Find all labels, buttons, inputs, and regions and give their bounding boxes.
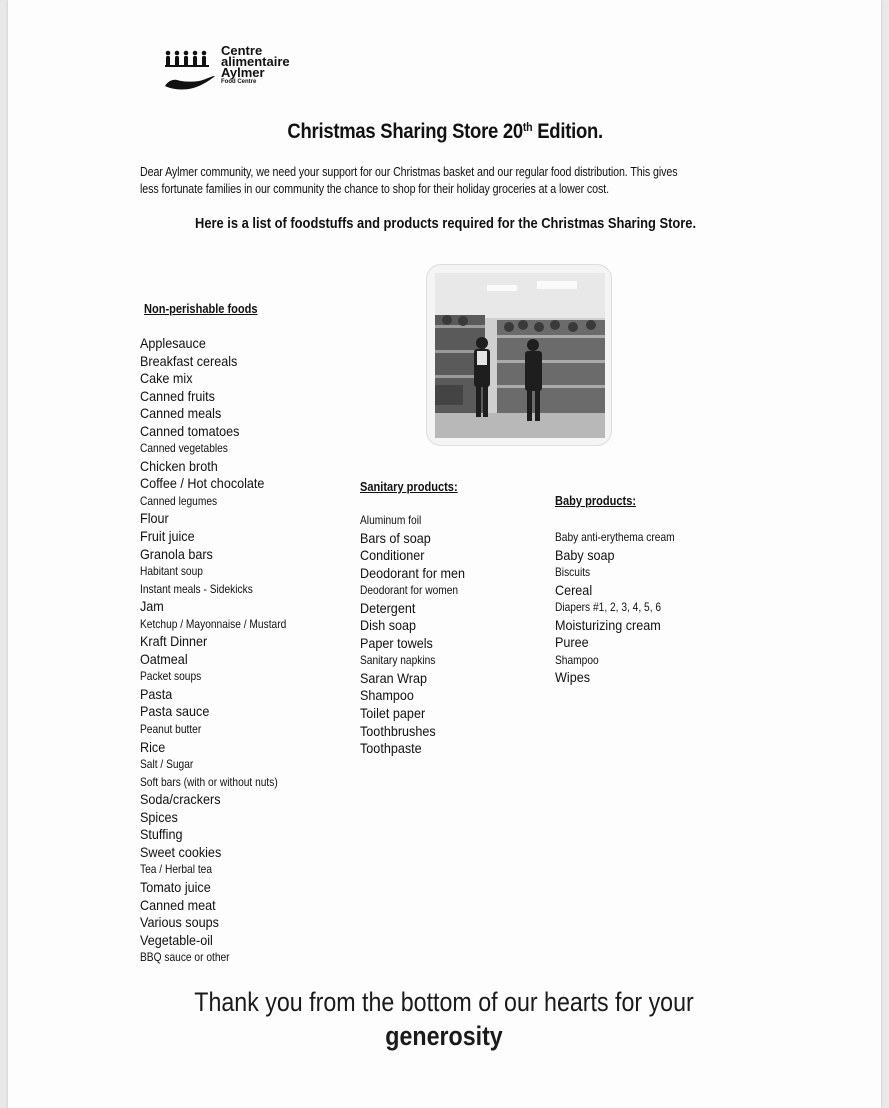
- title-end: Edition.: [532, 120, 603, 143]
- sanitary-list-item: Deodorant for women: [360, 583, 459, 598]
- sanitary-list-item: Conditioner: [360, 547, 425, 564]
- food-list-item: Various soups: [140, 914, 219, 931]
- store-interior-image: [427, 265, 611, 445]
- baby-list-item: Diapers #1, 2, 3, 4, 5, 6: [555, 600, 662, 615]
- title-main: Christmas Sharing Store 20: [287, 120, 523, 143]
- food-list-item: BBQ sauce or other: [140, 950, 230, 965]
- baby-list-item: Cereal: [555, 581, 593, 598]
- food-list-item: Tea / Herbal tea: [140, 862, 213, 877]
- food-list-item: Packet soups: [140, 669, 202, 684]
- baby-list-item: Baby anti-erythema cream: [555, 530, 675, 544]
- food-list-item: Flour: [140, 510, 169, 527]
- food-list-item: Vegetable-oil: [140, 931, 213, 948]
- sanitary-list-item: Detergent: [360, 599, 416, 616]
- food-list-item: Pasta: [140, 685, 173, 702]
- baby-list-item: Biscuits: [555, 565, 591, 580]
- sanitary-list-item: Saran Wrap: [360, 669, 428, 686]
- baby-list-item: Shampoo: [555, 652, 599, 667]
- food-list-item: Oatmeal: [140, 650, 188, 667]
- food-list-item: Coffee / Hot chocolate: [140, 475, 265, 492]
- people-logo-icon: [163, 50, 215, 72]
- logo-line-4: Food Centre: [221, 79, 257, 85]
- sanitary-list-item: Toilet paper: [360, 705, 426, 722]
- sanitary-list-item: Shampoo: [360, 687, 414, 704]
- food-list-item: Tomato juice: [140, 878, 211, 895]
- food-list-item: Kraft Dinner: [140, 633, 208, 650]
- food-list-item: Jam: [140, 598, 164, 615]
- logo-line-3: Aylmer: [221, 65, 265, 80]
- food-list-item: Chicken broth: [140, 457, 218, 474]
- food-heading: Non-perishable foods: [144, 301, 258, 316]
- baby-list-item: Moisturizing cream: [555, 616, 661, 633]
- food-list-item: Stuffing: [140, 826, 183, 843]
- baby-heading: Baby products:: [555, 493, 637, 508]
- food-list-item: Canned legumes: [140, 493, 218, 508]
- food-list-item: Peanut butter: [140, 722, 202, 737]
- food-list-item: Fruit juice: [140, 528, 195, 545]
- food-list-item: Pasta sauce: [140, 703, 210, 720]
- thank-you-line-2: generosity: [385, 1021, 503, 1051]
- food-list-item: Granola bars: [140, 545, 213, 562]
- food-list-item: Salt / Sugar: [140, 757, 194, 772]
- store-photo: [427, 265, 611, 445]
- baby-list-item: Wipes: [555, 669, 591, 686]
- baby-list-item: Baby soap: [555, 546, 615, 563]
- sanitary-list-item: Deodorant for men: [360, 564, 466, 581]
- food-list-item: Cake mix: [140, 370, 193, 387]
- food-list-item: Canned meat: [140, 896, 216, 913]
- logo-text: [221, 45, 290, 86]
- food-centre-logo: [163, 44, 323, 94]
- logo-line-1: Centre: [221, 43, 263, 58]
- food-list-item: Soft bars (with or without nuts): [140, 774, 278, 789]
- food-list-item: Soda/crackers: [140, 791, 221, 808]
- food-list-item: Canned fruits: [140, 387, 215, 404]
- sanitary-heading: Sanitary products:: [360, 479, 458, 494]
- food-list-item: Ketchup / Mayonnaise / Mustard: [140, 616, 287, 631]
- food-list-item: Canned tomatoes: [140, 422, 240, 439]
- food-list-item: Instant meals - Sidekicks: [140, 581, 253, 596]
- sanitary-list-item: Aluminum foil: [360, 513, 422, 527]
- sanitary-list-item: Paper towels: [360, 634, 433, 651]
- baby-list-item: Puree: [555, 634, 589, 651]
- hand-logo-icon: [163, 72, 217, 92]
- food-list: [140, 335, 312, 967]
- food-list-item: Rice: [140, 738, 166, 755]
- title-superscript: th: [522, 120, 533, 134]
- food-list-item: Breakfast cereals: [140, 352, 238, 369]
- logo-line-2: alimentaire: [221, 54, 290, 69]
- thank-you-message: [62, 985, 827, 1053]
- food-list-item: Spices: [140, 808, 178, 825]
- sanitary-list-item: Toothbrushes: [360, 722, 436, 739]
- food-list-item: Canned meals: [140, 405, 222, 422]
- page-title: [54, 120, 836, 144]
- sanitary-list: [360, 512, 477, 758]
- food-list-item: Habitant soup: [140, 564, 203, 579]
- sanitary-list-item: Sanitary napkins: [360, 653, 436, 668]
- sanitary-list-item: Bars of soap: [360, 529, 431, 546]
- sanitary-list-item: Dish soap: [360, 617, 417, 634]
- thank-you-line-1: Thank you from the bottom of our hearts for your: [194, 987, 694, 1017]
- baby-list: [555, 529, 696, 687]
- food-list-item: Canned vegetables: [140, 441, 228, 456]
- list-subheading: Here is a list of foodstuffs and products required for the Christmas Sharing Store.: [195, 215, 697, 232]
- sanitary-list-item: Toothpaste: [360, 740, 422, 757]
- intro-paragraph: Dear Aylmer community, we need your support for our Christmas basket and our regular food distribution. This gives less fortunate families in our community the chance to shop for their holiday groceries at a lower cost.: [140, 164, 678, 196]
- food-list-item: Applesauce: [140, 335, 206, 351]
- food-list-item: Sweet cookies: [140, 843, 222, 860]
